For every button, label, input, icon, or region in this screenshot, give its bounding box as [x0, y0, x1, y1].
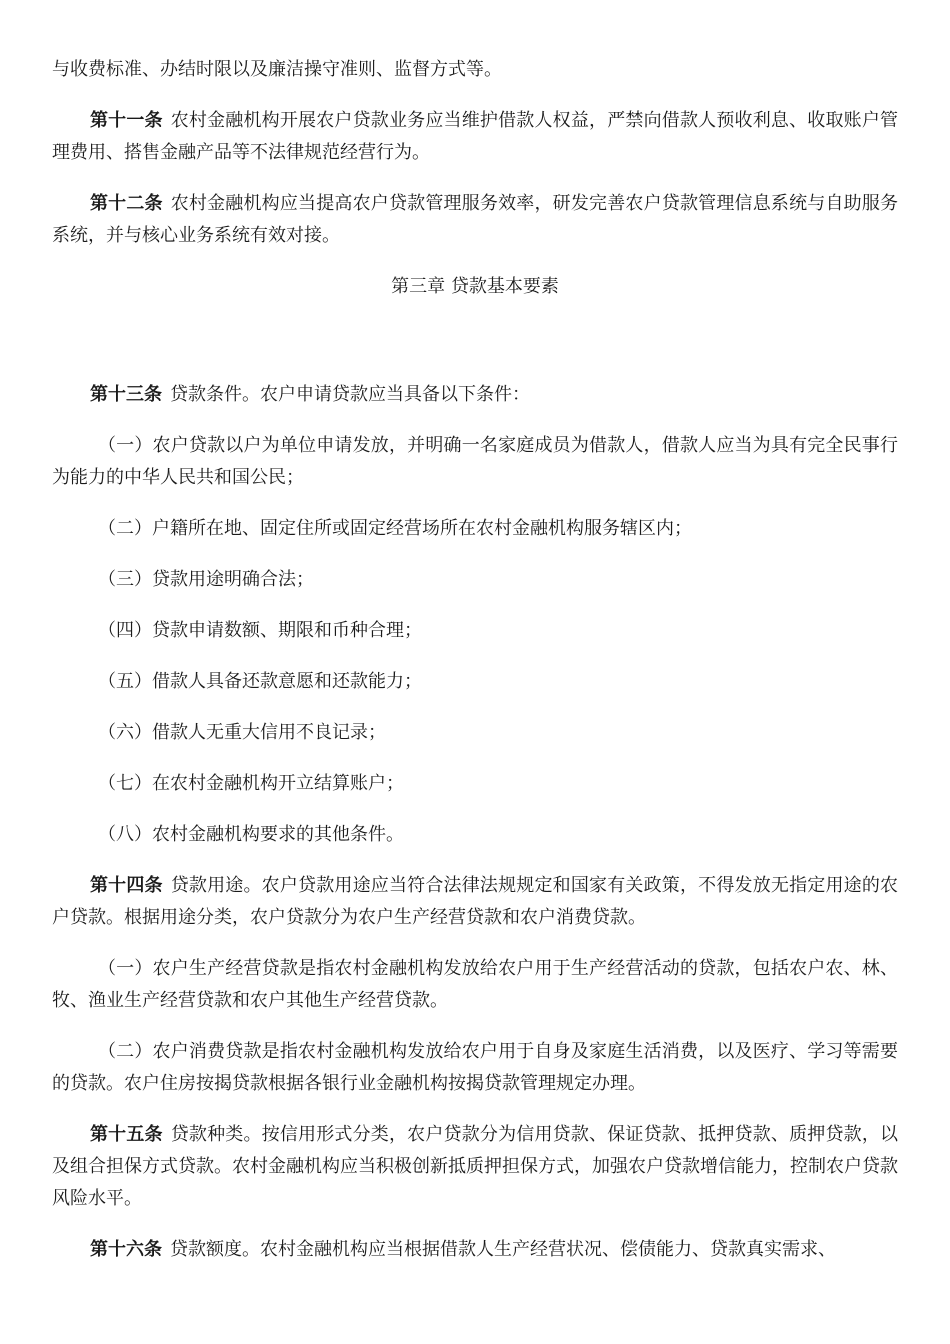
article-15 — [52, 1119, 898, 1215]
article-13-item-6: （六）借款人无重大信用不良记录； — [98, 722, 386, 743]
article-11 — [52, 105, 898, 169]
article-14-label: 第十四条 — [90, 875, 163, 896]
article-16-label: 第十六条 — [90, 1239, 162, 1260]
article-15-label: 第十五条 — [90, 1124, 163, 1145]
article-15-text: 贷款种类。按信用形式分类，农户贷款分为信用贷款、保证贷款、抵押贷款、质押贷款，以及组合担保方式贷款。农村金融机构应当积极创新抵质押担保方式，加强农户贷款增信能力，控制农户贷款风险水平。 — [52, 1124, 899, 1209]
article-13-label: 第十三条 — [90, 384, 162, 405]
article-13-item-4: （四）贷款申请数额、期限和币种合理； — [98, 620, 422, 641]
article-13-item-5: （五）借款人具备还款意愿和还款能力； — [98, 671, 422, 692]
article-14 — [52, 870, 898, 934]
article-12 — [52, 188, 898, 252]
article-14-item-1: （一）农户生产经营贷款是指农村金融机构发放给农户用于生产经营活动的贷款，包括农户农、林、牧、渔业生产经营贷款和农户其他生产经营贷款。 — [52, 958, 898, 1011]
article-12-label: 第十二条 — [90, 193, 163, 214]
chapter-title: 第三章 贷款基本要素 — [391, 276, 559, 297]
article-12-text: 农村金融机构应当提高农户贷款管理服务效率，研发完善农户贷款管理信息系统与自助服务系统，并与核心业务系统有效对接。 — [52, 193, 899, 246]
article-11-label: 第十一条 — [90, 110, 163, 131]
article-16 — [52, 1234, 898, 1266]
article-13-item-8: （八）农村金融机构要求的其他条件。 — [98, 824, 404, 845]
article-13 — [52, 379, 898, 411]
article-16-text: 贷款额度。农村金融机构应当根据借款人生产经营状况、偿债能力、贷款真实需求、 — [170, 1239, 836, 1260]
document-page — [52, 54, 898, 1285]
article-13-item-2: （二）户籍所在地、固定住所或固定经营场所在农村金融机构服务辖区内； — [98, 518, 692, 539]
article-14-item-2: （二）农户消费贷款是指农村金融机构发放给农户用于自身及家庭生活消费，以及医疗、学习等需要的贷款。农户住房按揭贷款根据各银行业金融机构按揭贷款管理规定办理。 — [52, 1041, 898, 1094]
continuation-paragraph — [52, 54, 898, 86]
article-13-item-1: （一）农户贷款以户为单位申请发放，并明确一名家庭成员为借款人，借款人应当为具有完全民事行为能力的中华人民共和国公民； — [52, 435, 898, 488]
article-13-text: 贷款条件。农户申请贷款应当具备以下条件： — [170, 384, 530, 405]
article-11-text: 农村金融机构开展农户贷款业务应当维护借款人权益，严禁向借款人预收利息、收取账户管理费用、搭售金融产品等不法律规范经营行为。 — [52, 110, 899, 163]
article-13-item-7: （七）在农村金融机构开立结算账户； — [98, 773, 404, 794]
article-13-item-3: （三）贷款用途明确合法； — [98, 569, 314, 590]
continuation-text: 与收费标准、办结时限以及廉洁操守准则、监督方式等。 — [52, 59, 502, 80]
article-14-text: 贷款用途。农户贷款用途应当符合法律法规规定和国家有关政策，不得发放无指定用途的农户贷款。根据用途分类，农户贷款分为农户生产经营贷款和农户消费贷款。 — [52, 875, 899, 928]
